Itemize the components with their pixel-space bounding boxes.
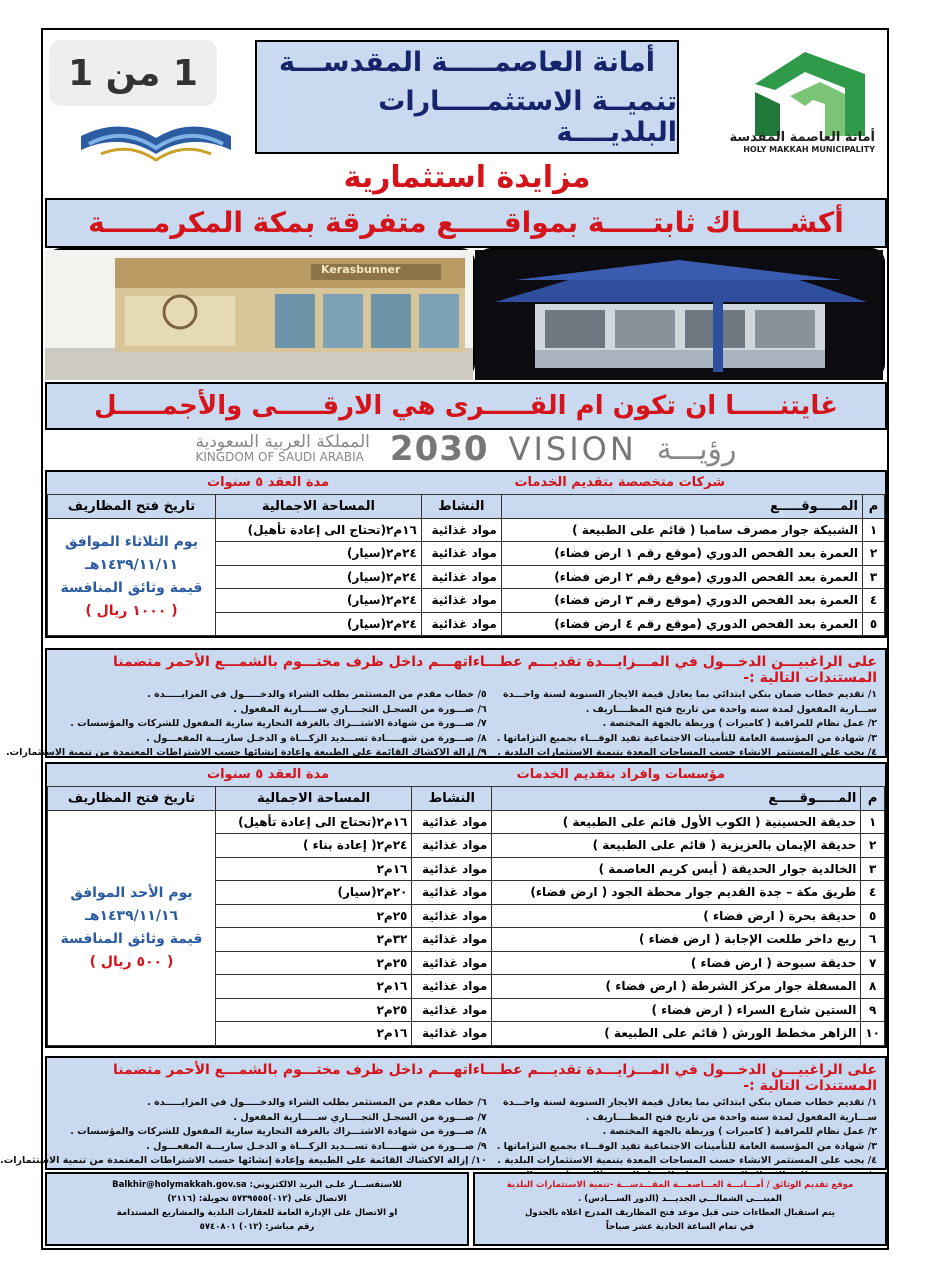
row-num: ٨ xyxy=(861,975,885,999)
row-activity: مواد غذائية xyxy=(412,928,492,952)
date-line: يوم الأحد الموافق xyxy=(70,884,193,901)
requirement-item: ســـارية المفعول لمدة سنه واحدة من تاريخ فتح المظــــاريف . xyxy=(585,1111,877,1123)
section-companies xyxy=(45,470,887,638)
date-line: ( ١٠٠٠ ريال ) xyxy=(85,602,178,619)
row-activity: مواد غذائية xyxy=(421,589,501,613)
row-area: ٣٢م٢ xyxy=(216,928,412,952)
kiosk-sign-text: Kerasbunner xyxy=(321,263,401,276)
section1-table xyxy=(47,494,885,636)
date-line: ( ٥٠٠ ريال ) xyxy=(89,953,174,970)
building-mark-icon xyxy=(695,44,875,136)
header-line-1: أمانة العاصمـــــة المقدســـة xyxy=(278,46,656,78)
kiosk-title: أكشـــــاك ثابتـــــة بمواقـــــع متفرقة بمكة المكرمـــــة xyxy=(45,198,887,248)
footer-line: الاتصال على (٠١٢)٥٧٣٩٥٥٥ تحويلة: (٢١١٦) xyxy=(167,1194,347,1204)
footer-line: او الاتصال على الإدارة العامة للعقارات البلدية والمشاريع المستدامة xyxy=(116,1208,398,1218)
row-num: ٩ xyxy=(861,998,885,1022)
requirement-item: ١٠/ إزالة الاكشاك القائمة على الطبيعة وإعادة إنشائها حسب الاشتراطات المعتمدة من تنمية الاستثمارات. xyxy=(0,1155,487,1167)
requirement-item: ٩/ صـــورة من شهـــــادة تســـديد الزكـــاة و الدخـل ساريـــة المفعـــول . xyxy=(146,1140,487,1152)
row-activity: مواد غذائية xyxy=(412,857,492,881)
row-site: العمرة بعد الفحص الدوري (موقع رقم ٢ ارض فضاء) xyxy=(501,565,862,589)
section2-date-cell xyxy=(48,810,216,1045)
row-area: ٢٤م٢(سيار) xyxy=(216,565,422,589)
row-site: حديقة سبوحة ( ارض فضاء ) xyxy=(492,951,861,975)
requirement-item: ٥/ خطاب مقدم من المستثمر بطلب الشراء والدخـــــول في المزايـــــدة . xyxy=(147,689,487,700)
vision-word-ar: رؤيـــة xyxy=(656,431,737,467)
requirement-item: ٩/ إزالة الاكشاك القائمة على الطبيعة وإعادة إنشائها حسب الاشتراطات المعتمدة من تنمية الاستثمارات. xyxy=(5,747,487,759)
row-area: ٢٤م٢(سيار) xyxy=(216,589,422,613)
date-line: ١٤٣٩/١١/١١هـ xyxy=(84,556,179,573)
header-box xyxy=(255,40,679,154)
section2-title: مؤسسات وافراد بتقديم الخدمات xyxy=(516,767,725,782)
row-num: ٥ xyxy=(863,612,885,636)
section2-duration: مدة العقد ٥ سنوات xyxy=(207,767,330,782)
section1-duration: مدة العقد ٥ سنوات xyxy=(207,475,330,490)
row-site: الزاهر مخطط الورش ( قائم على الطبيعة ) xyxy=(492,1022,861,1046)
row-activity: مواد غذائية xyxy=(412,810,492,834)
row-num: ٥ xyxy=(861,904,885,928)
municipality-logo xyxy=(695,44,875,174)
footer-submission xyxy=(473,1172,887,1246)
row-num: ١ xyxy=(863,518,885,542)
row-site: العمرة بعد الفحص الدوري (موقع رقم ٣ ارض فضاء) xyxy=(501,589,862,613)
row-area: ٢٤م٢(سيار) xyxy=(216,612,422,636)
requirement-item: ٤/ يجب على المستثمر الانشاء حسب المساحات المعدة بتنمية الاستثمارات البلدية . xyxy=(497,1155,877,1167)
row-num: ٦ xyxy=(861,928,885,952)
modern-kiosk-image xyxy=(475,250,883,380)
row-activity: مواد غذائية xyxy=(412,881,492,905)
ministry-logo xyxy=(71,96,241,172)
row-area: ١٦م٢ xyxy=(216,1022,412,1046)
municipality-name-en: HOLY MAKKAH MUNICIPALITY xyxy=(743,145,875,154)
row-activity: مواد غذائية xyxy=(421,518,501,542)
footer-line: يتم استقبال العطاءات حتى قبل موعد فتح المظاريف المدرج اعلاه بالجدول xyxy=(525,1208,835,1218)
requirements-title: على الراغبيـــن الدخـــول في المـــزايـــدة تقديـــم عطـــاءاتهـــم داخل ظرف مختـــوم بالشمـــع الأحمر متضمنا المستندات التالية :- xyxy=(112,654,877,686)
row-activity: مواد غذائية xyxy=(412,1022,492,1046)
requirements1-right xyxy=(497,688,877,761)
col-site: المـــــوقـــــع xyxy=(492,787,861,811)
requirement-item: ٧/ صـــورة من شهادة الاشتـــراك بالغرفة التجارية سارية المفعول للشركات والمؤسسات . xyxy=(70,718,487,730)
table-row xyxy=(48,518,885,542)
section-individuals xyxy=(45,762,887,1048)
footer-line: موقع تقديم الوثائق / أمـــانـــة العـــاصمـــة المقـــدســـة -تنمية الاستثمارات البلدية xyxy=(506,1180,854,1190)
requirement-item: ٤/ يجب على المستثمر الانشاء حسب المساحات المعدة بتنمية الاستثمارات البلدية . xyxy=(497,747,877,759)
footer-line: في تمام الساعة الحادية عشر صباحاً xyxy=(605,1222,755,1232)
stone-kiosk-image xyxy=(45,250,473,380)
row-activity: مواد غذائية xyxy=(421,542,501,566)
row-site: ريع داخر طلعت الإجابة ( ارض فضاء ) xyxy=(492,928,861,952)
slogan-banner: غايتنـــــا ان تكون ام القـــــرى هي الارقـــــى والأجمـــــل xyxy=(45,382,887,430)
requirements1-left xyxy=(6,688,487,761)
col-date: تاريخ فتح المظاريف xyxy=(48,787,216,811)
requirement-item: ٢/ عمل نظام للمراقبة ( كاميرات ) وربطة بالجهة المختصة . xyxy=(602,718,877,730)
requirements-title: على الراغبيـــن الدخـــول في المـــزايـــدة تقديـــم عطـــاءاتهـــم داخل ظرف مختـــوم بالشمـــع الأحمر متضمنا المستندات التالية :- xyxy=(112,1062,877,1094)
row-site: العمرة بعد الفحص الدوري (موقع رقم ٤ ارض فضاء) xyxy=(501,612,862,636)
row-area: ١٦م٢(تحتاج الى إعادة تأهيل) xyxy=(216,810,412,834)
requirement-item: ســـارية المفعول لمدة سنه واحدة من تاريخ فتح المظــــاريف . xyxy=(585,703,877,715)
requirement-item: ٣/ شهادة من المؤسسة العامة للتأمينات الاجتماعية تفيد الوفـــاء بجميع التزاماتها . xyxy=(496,1140,877,1152)
requirement-item: ٨/ صـــورة من شهادة الاشتـــراك بالغرفة التجارية سارية المفعول للشركات والمؤسسات . xyxy=(70,1126,487,1138)
row-site: الشبيكة جوار مصرف سامبا ( قائم على الطبيعة ) xyxy=(501,518,862,542)
row-num: ٢ xyxy=(863,542,885,566)
row-activity: مواد غذائية xyxy=(412,834,492,858)
row-area: ٢٥م٢ xyxy=(216,904,412,928)
requirement-item: ٨/ صـــورة من شهـــــادة تســـديد الزكـــاة و الدخـل ساريـــة المفعـــول . xyxy=(146,732,487,744)
vision-word: VISION xyxy=(508,430,637,468)
row-site: طريق مكة – جدة القديم جوار محطة الجود ( ارض فضاء) xyxy=(492,881,861,905)
row-area: ١٦م٢(تحتاج الى إعادة تأهيل) xyxy=(216,518,422,542)
row-site: العمرة بعد الفحص الدوري (موقع رقم ١ ارض فضاء) xyxy=(501,542,862,566)
row-site: الخالدية جوار الحديقة ( أيس كريم العاصمة ) xyxy=(492,857,861,881)
requirements2-right xyxy=(497,1096,877,1184)
section1-date-cell xyxy=(48,518,216,636)
requirements-box-2 xyxy=(0,1056,887,1170)
kiosk-photo-stone xyxy=(47,248,475,378)
col-area: المساحة الاجمالية xyxy=(216,495,422,519)
footer-line: رقم مباشر: (٠١٢) ٥٧٤٠٨٠١ xyxy=(199,1222,315,1232)
date-line: قيمة وثائق المنافسة xyxy=(60,579,203,596)
row-num: ٤ xyxy=(863,589,885,613)
col-site: المـــــوقـــــع xyxy=(501,495,862,519)
col-activity: النشاط xyxy=(412,787,492,811)
requirements2-left xyxy=(0,1096,487,1184)
vision-2030-banner xyxy=(45,430,887,468)
row-area: ١٦م٢ xyxy=(216,857,412,881)
section1-title: شركات متخصصة بتقديم الخدمات xyxy=(514,475,725,490)
municipality-name-ar: أمانة العاصمة المقدسة xyxy=(729,130,875,145)
vision-year: 2030 xyxy=(389,429,489,469)
kiosk-photo-modern xyxy=(477,248,885,378)
requirement-item: ١/ تقديم خطاب ضمان بنكي ابتدائي بما يعادل قيمة الايجار السنوية لسنة واحـــدة xyxy=(502,689,877,700)
open-book-icon xyxy=(71,96,241,172)
requirement-item: ١/ تقديم خطاب ضمان بنكي ابتدائي بما يعادل قيمة الايجار السنوية لسنة واحـــدة xyxy=(502,1097,877,1108)
row-site: حديقة الحسينية ( الكوب الأول قائم على الطبيعة ) xyxy=(492,810,861,834)
row-activity: مواد غذائية xyxy=(412,975,492,999)
row-num: ١ xyxy=(861,810,885,834)
requirements-box-1 xyxy=(5,648,887,759)
row-site: الستين شارع السراء ( ارض فضاء ) xyxy=(492,998,861,1022)
row-area: ١٦م٢ xyxy=(216,975,412,999)
row-area: ٢٠م٢(سيار) xyxy=(216,881,412,905)
row-num: ٣ xyxy=(863,565,885,589)
requirement-item: ٢/ عمل نظام للمراقبة ( كاميرات ) وربطة بالجهة المختصة . xyxy=(602,1126,877,1138)
date-line: قيمة وثائق المنافسة xyxy=(60,930,203,947)
row-area: ٢٥م٢ xyxy=(216,998,412,1022)
requirement-item: ٦/ صـــورة من السجـل التجــــاري ســـــارية المفعول . xyxy=(233,703,487,715)
col-num: م xyxy=(863,495,885,519)
row-activity: مواد غذائية xyxy=(412,951,492,975)
row-activity: مواد غذائية xyxy=(421,612,501,636)
col-num: م xyxy=(861,787,885,811)
row-area: ٢٥م٢ xyxy=(216,951,412,975)
row-num: ٣ xyxy=(861,857,885,881)
section2-table xyxy=(47,786,885,1046)
table-row xyxy=(48,810,885,834)
auction-title: مزايدة استثمارية xyxy=(343,160,591,195)
footer-email-line[interactable]: للاستفســـار علـى البريد الالكتروني: Balkhir@holymakkah.gov.sa xyxy=(112,1180,402,1190)
col-date: تاريخ فتح المظاريف xyxy=(48,495,216,519)
row-area: ٢٤م٢( إعادة بناء ) xyxy=(216,834,412,858)
requirement-item: ٧/ صـــورة من السجـل التجــــاري ســـــارية المفعول . xyxy=(233,1111,487,1123)
footer-line: المبنـــى الشمالـــي الجديـــد (الدور الســـادس) . xyxy=(578,1194,782,1204)
header-line-2: تنميــة الاستثمـــــارات البلديــــة xyxy=(378,85,677,148)
row-num: ٤ xyxy=(861,881,885,905)
requirement-item: ٣/ شهادة من المؤسسة العامة للتأمينات الاجتماعية تفيد الوفـــاء بجميع التزاماتها . xyxy=(496,732,877,744)
ksa-name-en: KINGDOM OF SAUDI ARABIA xyxy=(195,450,364,464)
row-site: المسفلة جوار مركز الشرطة ( ارض فضاء ) xyxy=(492,975,861,999)
requirement-item: ٦/ خطاب مقدم من المستثمر بطلب الشراء والدخـــــول في المزايـــــدة . xyxy=(147,1097,487,1108)
row-activity: مواد غذائية xyxy=(412,998,492,1022)
row-num: ٧ xyxy=(861,951,885,975)
row-site: حديقة الإيمان بالعزيزية ( قائم على الطبيعة ) xyxy=(492,834,861,858)
row-activity: مواد غذائية xyxy=(412,904,492,928)
row-num: ٢ xyxy=(861,834,885,858)
footer-contact xyxy=(45,1172,469,1246)
date-line: ١٤٣٩/١١/١٦هـ xyxy=(84,907,179,924)
row-num: ١٠ xyxy=(861,1022,885,1046)
ksa-name-ar: المملكة العربية السعودية xyxy=(195,432,370,452)
col-area: المساحة الاجمالية xyxy=(216,787,412,811)
page-badge: 1 من 1 xyxy=(49,40,217,106)
col-activity: النشاط xyxy=(421,495,501,519)
row-site: حديقة بحرة ( ارض فضاء ) xyxy=(492,904,861,928)
row-area: ٢٤م٢(سيار) xyxy=(216,542,422,566)
date-line: يوم الثلاثاء الموافق xyxy=(65,533,198,550)
row-activity: مواد غذائية xyxy=(421,565,501,589)
